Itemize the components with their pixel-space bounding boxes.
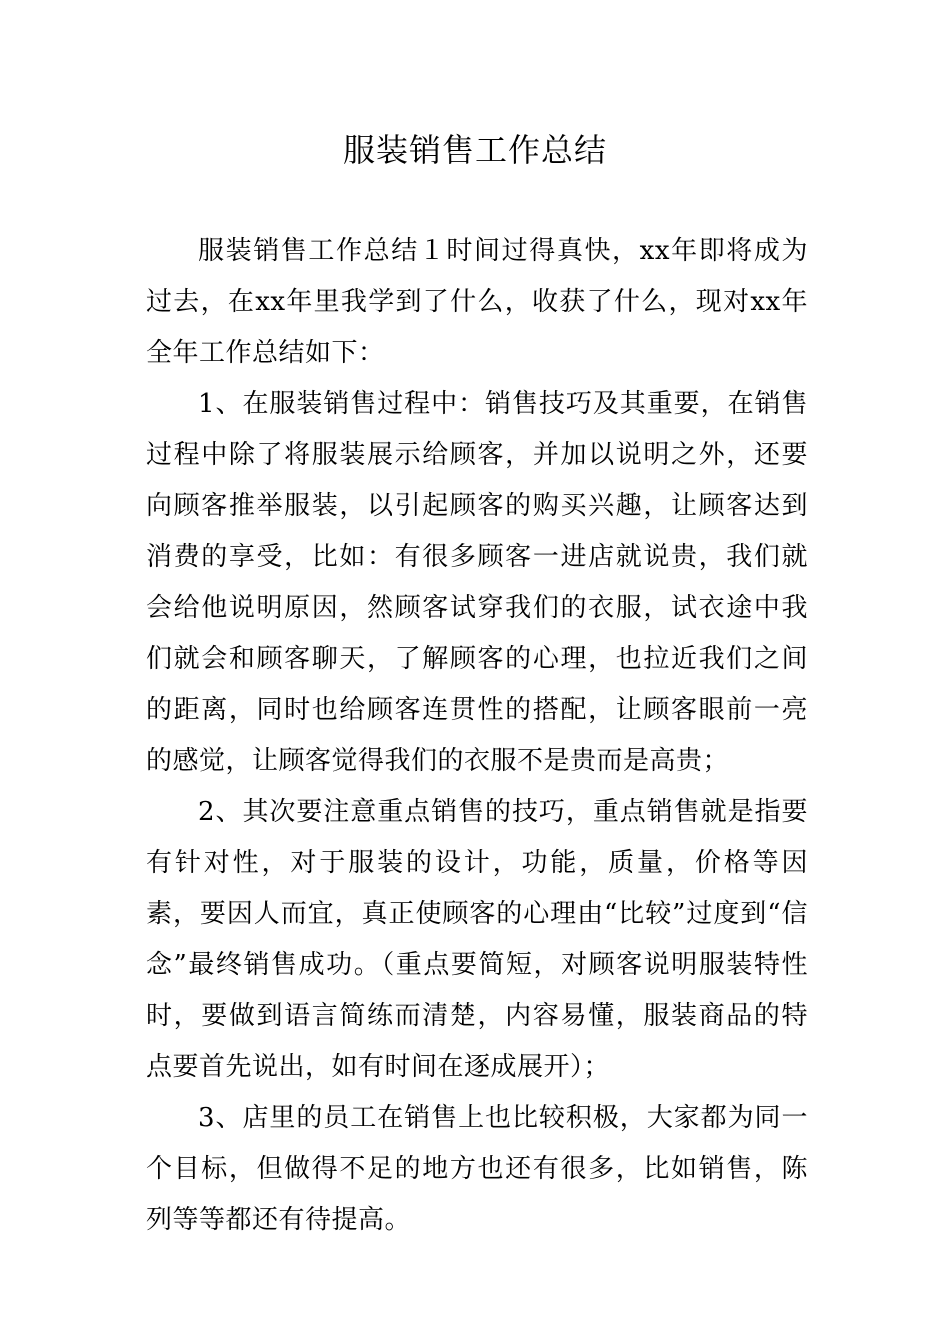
document-body — [146, 226, 808, 1246]
document-title: 服装销售工作总结 — [342, 131, 607, 169]
paragraph-point-3: 3、店里的员工在销售上也比较积极，大家都为同一个目标，但做得不足的地方也还有很多，比如销售，陈列等等都还有待提高。 — [146, 1103, 808, 1235]
paragraph-point-1: 1、在服装销售过程中：销售技巧及其重要，在销售过程中除了将服装展示给顾客，并加以说明之外，还要向顾客推举服装，以引起顾客的购买兴趣，让顾客达到消费的享受，比如：有很多顾客一进店就说贵，我们就会给他说明原因，然顾客试穿我们的衣服，试衣途中我们就会和顾客聊天，了解顾客的心理，也拉近我们之间的距离，同时也给顾客连贯性的搭配，让顾客眼前一亮的感觉，让顾客觉得我们的衣服不是贵而是高贵； — [146, 389, 808, 776]
paragraph-intro: 服装销售工作总结１时间过得真快，xx年即将成为过去，在xx年里我学到了什么，收获了什么，现对xx年全年工作总结如下： — [146, 236, 808, 368]
paragraph-point-2: 2、其次要注意重点销售的技巧，重点销售就是指要有针对性，对于服装的设计，功能，质量，价格等因素，要因人而宜，真正使顾客的心理由“比较”过度到“信念”最终销售成功。（重点要简短，对顾客说明服装特性时，要做到语言简练而清楚，内容易懂，服装商品的特点要首先说出，如有时间在逐成展开）； — [146, 797, 808, 1082]
